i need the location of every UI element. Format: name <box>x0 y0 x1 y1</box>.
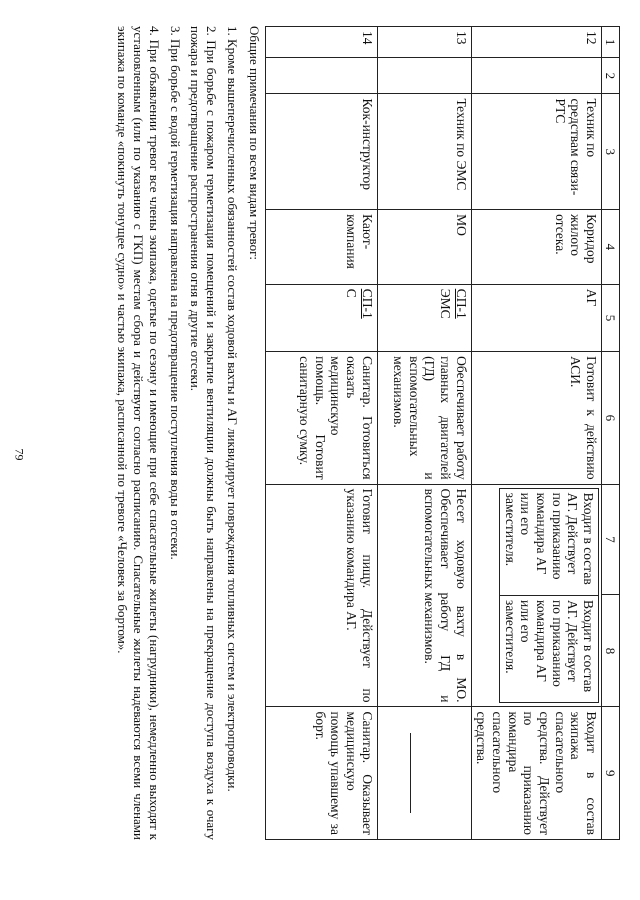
column-header: 8 <box>601 595 619 707</box>
column-header: 9 <box>601 707 619 840</box>
crew-position: Техник по средствам связи-РТС <box>471 94 601 210</box>
column-header: 3 <box>601 94 619 210</box>
table-row <box>265 27 377 840</box>
note-item: 2. При борьбе с пожаром герметизация помещений и закрытие вентиляции должны быть направлены на прекращение доступа воздуха к очагу пожара и предотвращение распространения огня в другие отсеки. <box>188 26 220 840</box>
column-header: 4 <box>601 210 619 285</box>
table-row <box>377 27 471 840</box>
duty-fire-alarm: Санитар. Готовиться оказать медицинскую помощь. Готовит санитарную сумку. <box>265 352 377 484</box>
split-duty-table <box>499 488 599 704</box>
group-code: СП-1 <box>359 288 375 319</box>
duty-abandon-ship: Санитар. Оказывает медицинскую помощь упавшему за борт. <box>265 707 377 840</box>
row-number: 12 <box>471 27 601 58</box>
duty-fire-alarm: Обеспечивает работу главных двигателей (ГД) и вспомогательных механизмов. <box>377 352 471 484</box>
group-assignment <box>265 284 377 351</box>
page-number: 79 <box>12 448 27 461</box>
duty-split-cell <box>471 484 601 707</box>
table-cell <box>377 58 471 94</box>
note-item: 4. При объявлении тревог все члены экипажа, одетые по сезону и имеющие при себе спасательные жилеты (нагрудники), немедленно выходят к установленным (или по указанию с ГКП) местам сбора и действуют согласно расписанию. Спасательные жилеты надеваются всеми членами экипажа по команде «покинуть тонущее судно» и частью экипажа, расписанной по тревоге «Человек за бортом». <box>114 26 162 840</box>
duty-abandon-ship <box>377 707 471 840</box>
table-header-row <box>601 27 619 840</box>
group-subcode: ЭМС <box>438 288 454 319</box>
group-assignment <box>471 284 601 351</box>
note-item: 3. При борьбе с водой герметизация направлена на предотвращение поступления воды в отсеки. <box>167 26 183 560</box>
group-code: СП-1 <box>453 288 469 319</box>
duty-fire-alarm: Готовит к действию АСИ. <box>471 352 601 484</box>
duty-water-alarm: Несет ходовую вахту в МО. Обеспечивает работу ГД и вспомогательных механизмов. <box>377 484 471 707</box>
general-notes <box>109 26 262 840</box>
column-header: 1 <box>601 27 619 58</box>
dash-mark <box>410 733 411 813</box>
duty-water-alarm: Входит в состав АГ. Действует по приказанию командира АГ или его заместителя. <box>499 488 598 595</box>
table-cell <box>265 58 377 94</box>
crew-position: Техник по ЭМС <box>377 94 471 210</box>
group-assignment <box>377 284 471 351</box>
duty-general-alarm: Входит в состав АГ. Действует по приказанию командира АГ или его заместителя. <box>499 596 598 703</box>
group-subcode: С <box>344 288 360 298</box>
column-header: 7 <box>601 484 619 595</box>
notes-heading: Общие примечания по всем видам тревог: <box>247 26 262 261</box>
alarm-duties-table <box>265 26 620 840</box>
station-location: Коридор жилого отсека. <box>471 210 601 285</box>
row-number: 13 <box>377 27 471 58</box>
column-header: 6 <box>601 352 619 484</box>
duty-water-alarm: Готовит пищу. Действует по указанию командира АГ. <box>265 484 377 707</box>
station-location: Кают-компания <box>265 210 377 285</box>
rotated-page-content <box>20 26 620 866</box>
column-header: 2 <box>601 58 619 94</box>
table-cell <box>471 58 601 94</box>
duty-abandon-ship: Входит в состав экипажа спасательного средства. Действует по приказанию командира спасательного средства. <box>471 707 601 840</box>
station-location: МО <box>377 210 471 285</box>
row-number: 14 <box>265 27 377 58</box>
group-code: АГ <box>583 288 599 307</box>
crew-position: Кок-инструктор <box>265 94 377 210</box>
table-row <box>471 27 601 840</box>
column-header: 5 <box>601 284 619 351</box>
note-item: 1. Кроме вышеперечисленных обязанностей состав ходовой вахты и АГ ликвидирует повреждения топливных систем и электропроводки. <box>225 26 241 792</box>
